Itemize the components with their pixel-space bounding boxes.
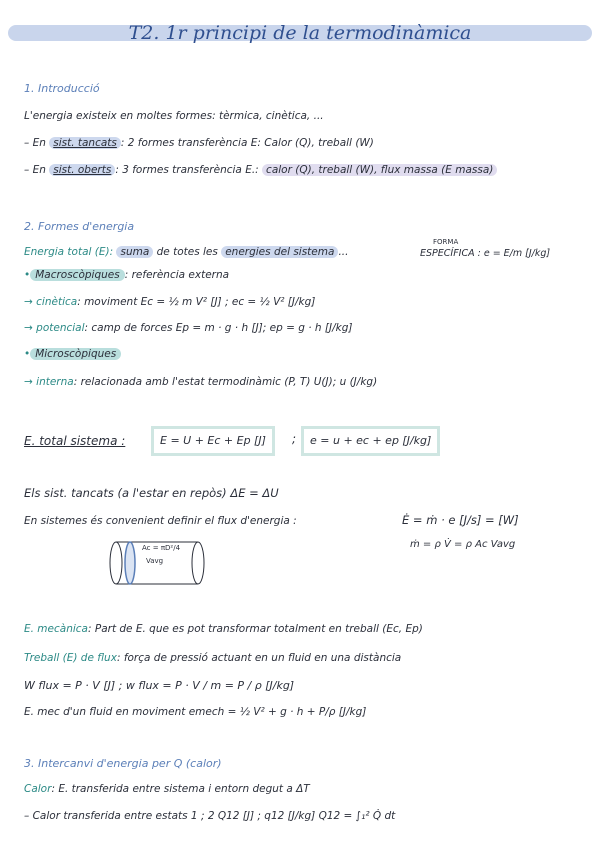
specific-form-eq: ESPECÍFICA : e = E/m [J/kg] — [420, 248, 551, 259]
closed-systems-desc: : 2 formes transferència E: Calor (Q), treball (W) — [120, 137, 374, 149]
kinetic-label: cinètica — [36, 296, 78, 308]
internal-line — [24, 376, 377, 388]
macro-line — [24, 269, 229, 281]
total-energy-text: de totes les — [153, 246, 222, 258]
arrow-right-icon: → — [24, 296, 33, 308]
total-energy-system-label: E. total sistema : — [24, 434, 126, 448]
micro-label: Microscòpiques — [30, 348, 121, 360]
potential-label: potencial — [36, 322, 85, 334]
micro-line — [24, 348, 121, 360]
section-3-heading: 3. Intercanvi d'energia per Q (calor) — [24, 757, 222, 770]
open-systems-forms-highlight: calor (Q), treball (W), flux massa (E massa) — [262, 164, 497, 176]
internal-label: interna — [36, 376, 74, 388]
sum-highlight: suma — [116, 246, 153, 258]
intro-line-3 — [24, 164, 497, 176]
open-systems-highlight: sist. oberts — [49, 164, 115, 176]
forma-label: FORMA — [433, 238, 459, 246]
intro-line-2 — [24, 137, 374, 149]
section-1-heading: 1. Introducció — [24, 82, 100, 95]
macro-label: Macroscòpiques — [30, 269, 125, 281]
arrow-right-icon: → — [24, 322, 33, 334]
flow-work-label: Treball (E) de flux — [24, 652, 117, 664]
flow-work-line — [24, 652, 401, 664]
system-energies-highlight: energies del sistema — [221, 246, 338, 258]
energy-flux-eq: Ė = ṁ · e [J/s] = [W] — [402, 513, 519, 527]
flow-work-eq: W flux = P · V [J] ; w flux = P · V / m = P / ρ [J/kg] — [24, 679, 295, 692]
bullet: • — [24, 269, 31, 281]
dash: – En — [24, 137, 50, 149]
dash: – En — [24, 164, 50, 176]
mass-flow-eq: ṁ = ρ V̇ = ρ Ac Vavg — [410, 539, 516, 550]
pipe-velocity-label: Vavg — [146, 557, 164, 565]
open-systems-desc: : 3 formes transferència E.: — [115, 164, 263, 176]
potential-line — [24, 322, 352, 334]
specific-energy-box: e = u + ec + ep [J/kg] — [301, 426, 440, 456]
heat-transfer-line: – Calor transferida entre estats 1 ; 2 Q12 [J] ; q12 [J/kg] Q12 = ∫₁² Q̇ dt — [24, 810, 396, 822]
energy-flux-line: En sistemes és convenient definir el flux d'energia : — [24, 515, 297, 527]
separator: ; — [292, 432, 297, 446]
bullet: • — [24, 348, 31, 360]
total-energy-label: Energia total (E): — [24, 246, 114, 258]
heat-label: Calor — [24, 783, 52, 795]
kinetic-line — [24, 296, 315, 308]
mechanical-energy-desc: : Part de E. que es pot transformar totalment en treball (Ec, Ep) — [87, 623, 423, 635]
kinetic-desc: : moviment Ec = ½ m V² [J] ; ec = ½ V² [J/kg] — [77, 296, 316, 308]
ellipsis: ... — [338, 246, 349, 258]
heat-desc: : E. transferida entre sistema i entorn degut a ΔT — [51, 783, 310, 795]
arrow-right-icon: → — [24, 376, 33, 388]
macro-desc: : referència externa — [124, 269, 230, 281]
potential-desc: : camp de forces Ep = m · g · h [J]; ep = g · h [J/kg] — [84, 322, 353, 334]
mechanical-energy-line — [24, 623, 423, 635]
flow-work-desc: : força de pressió actuant en un fluid en una distància — [116, 652, 402, 664]
closed-systems-line: Els sist. tancats (a l'estar en repòs) ΔE = ΔU — [24, 486, 279, 500]
section-2-heading: 2. Formes d'energia — [24, 220, 135, 233]
heat-line — [24, 783, 310, 795]
mechanical-energy-fluid-eq: E. mec d'un fluid en moviment emech = ½ V² + g · h + P/ρ [J/kg] — [24, 706, 367, 718]
closed-systems-highlight: sist. tancats — [49, 137, 121, 149]
pipe-area-label: Ac = πD²/4 — [142, 544, 181, 552]
total-energy-box: E = U + Ec + Ep [J] — [151, 426, 275, 456]
internal-desc: : relacionada amb l'estat termodinàmic (P, T) U(J); u (J/kg) — [73, 376, 378, 388]
intro-line-1: L'energia existeix en moltes formes: tèrmica, cinètica, ... — [24, 110, 324, 122]
page-title: T2. 1r principi de la termodinàmica — [128, 22, 472, 44]
mechanical-energy-label: E. mecànica — [24, 623, 88, 635]
total-energy-line — [24, 246, 348, 258]
